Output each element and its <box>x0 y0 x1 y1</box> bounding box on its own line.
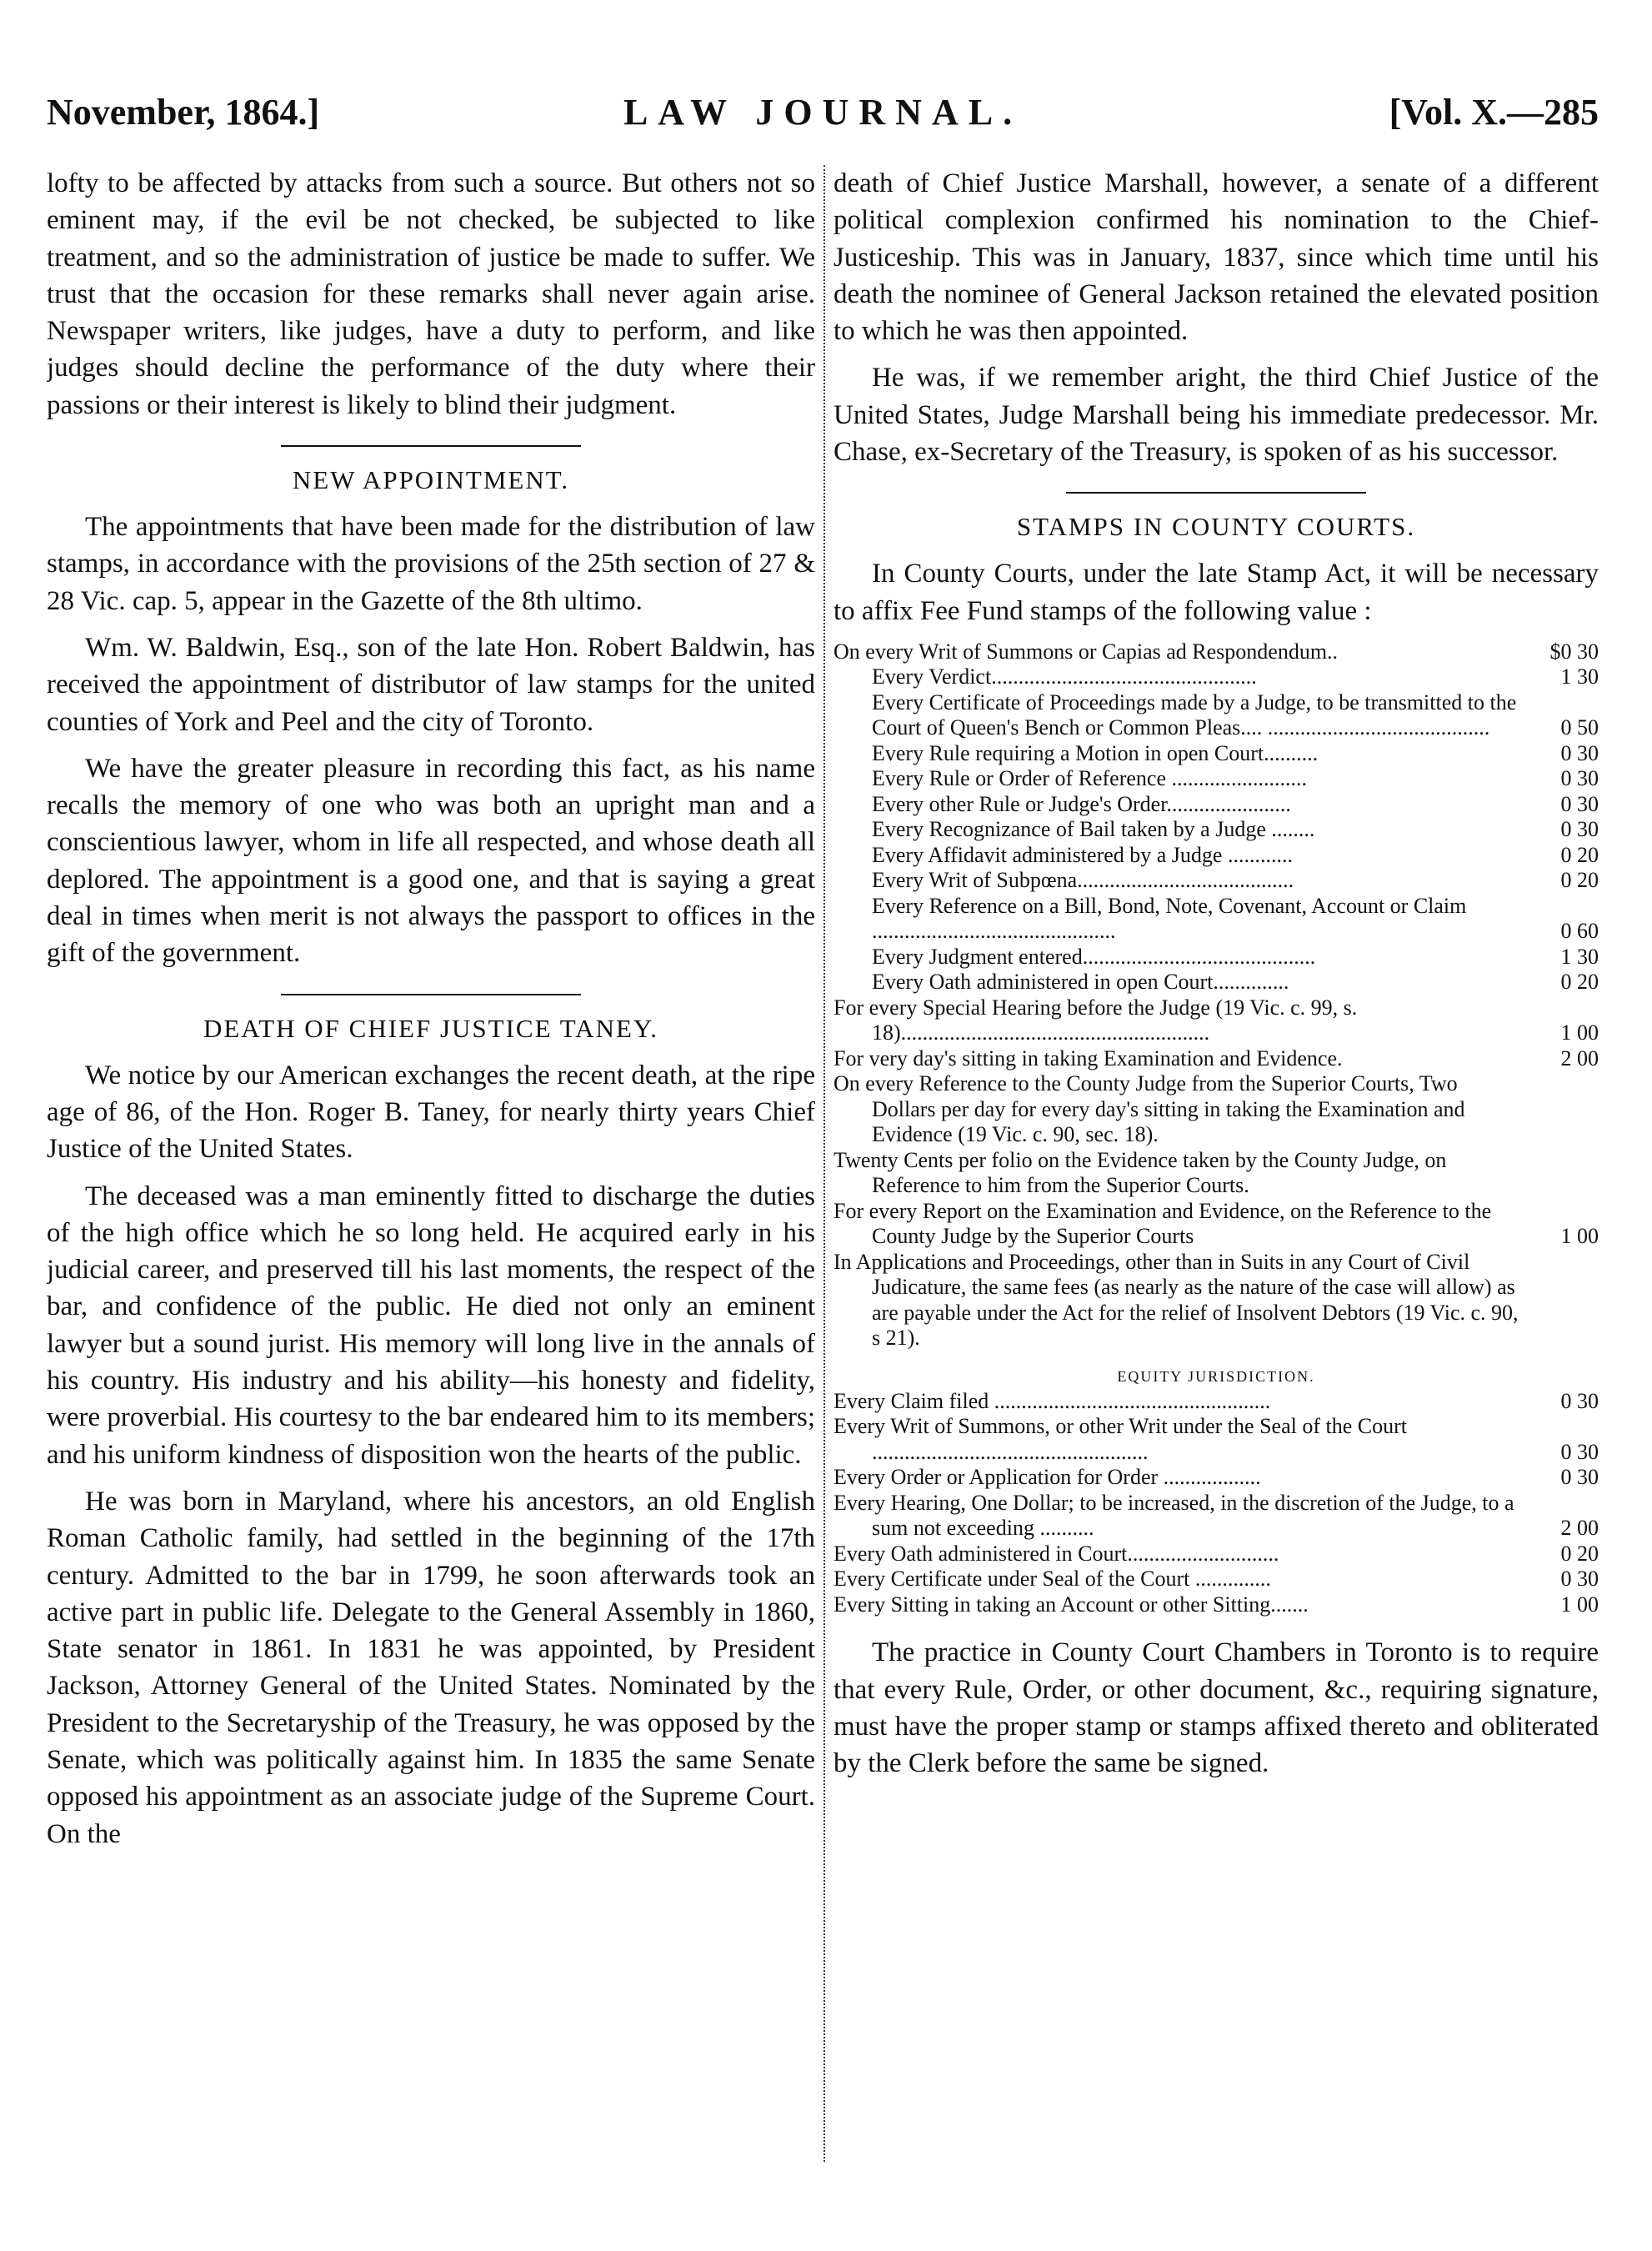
paragraph: Wm. W. Baldwin, Esq., son of the late Hon. Robert Baldwin, has received the appointment of distributor of law stamps for the united counties of York and Peel and the city of Toronto. <box>47 632 815 737</box>
issue-date: November, 1864.] <box>47 92 320 133</box>
fee-schedule <box>834 639 1599 1351</box>
fee-amount: 0 30 <box>1560 1439 1599 1464</box>
section-rule <box>1066 492 1366 494</box>
paragraph: We have the greater pleasure in recording this fact, as his name recalls the memory of one who was both an upright man and a conscientious lawyer, whom in life all respected, and whose death all deplored. The appointment is a good one, and that is saying a great deal in times when merit is not always the passport to offices in the gift of the government. <box>47 753 815 969</box>
fee-description: Every Writ of Subpœna........................................ <box>872 868 1294 893</box>
fee-row <box>834 1250 1599 1351</box>
fee-description: Every Rule or Order of Reference ......................... <box>872 766 1307 791</box>
fee-amount: 1 00 <box>1560 1224 1599 1249</box>
fee-row <box>834 690 1599 741</box>
fee-amount: 2 00 <box>1560 1516 1599 1541</box>
page-header <box>47 83 1599 142</box>
fee-row <box>834 817 1599 843</box>
fee-description: For every Report on the Examination and Evidence, on the Reference to the County Judge by the Superior Courts <box>834 1198 1492 1249</box>
fee-row <box>834 868 1599 894</box>
fee-row <box>834 1414 1599 1465</box>
fee-row <box>834 639 1599 665</box>
fee-description: On every Writ of Summons or Capias ad Respondendum.. <box>834 639 1339 664</box>
column-divider <box>823 165 825 2162</box>
fee-description: Every Order or Application for Order .................. <box>834 1465 1261 1490</box>
fee-amount: 0 30 <box>1560 817 1599 842</box>
fee-row <box>834 792 1599 818</box>
heading-death-of-chief-justice: DEATH OF CHIEF JUSTICE TANEY. <box>203 1013 659 1043</box>
fee-row <box>834 995 1599 1046</box>
fee-amount: 1 00 <box>1560 1592 1599 1617</box>
fee-description: In Applications and Proceedings, other than in Suits in any Court of Civil Judicature, the same fees (as nearly as the nature of the case will allow) as are payable under the Act for the relief of Insolvent Debtors (19 Vic. c. 90, s 21). <box>834 1249 1519 1351</box>
fee-row <box>834 1491 1599 1542</box>
paragraph: The appointments that have been made for the distribution of law stamps, in accordance with the provisions of the 25th section of 27 & 28 Vic. cap. 5, appear in the Gazette of the 8th ultimo. <box>47 512 815 616</box>
fee-row <box>834 1199 1599 1250</box>
fee-amount: 0 30 <box>1560 1567 1599 1592</box>
fee-row <box>834 664 1599 690</box>
fee-description: On every Reference to the County Judge from the Superior Courts, Two Dollars per day for every day's sitting in taking the Examination and Evidence (19 Vic. c. 90, sec. 18). <box>834 1071 1465 1147</box>
fee-row <box>834 766 1599 792</box>
paragraph: We notice by our American exchanges the recent death, at the ripe age of 86, of the Hon. Roger B. Taney, for nearly thirty years Chief Justice of the United States. <box>47 1060 815 1165</box>
heading-stamps-county-courts: STAMPS IN COUNTY COURTS. <box>1016 512 1416 542</box>
fee-amount: 0 20 <box>1560 842 1599 867</box>
right-column <box>834 165 1599 2166</box>
fee-description: Every Claim filed ................................................... <box>834 1388 1271 1413</box>
fee-amount: 1 00 <box>1560 1020 1599 1045</box>
paragraph: He was, if we remember aright, the third Chief Justice of the United States, Judge Marshall being his immediate predecessor. Mr. Chase, ex-Secretary of the Treasury, is spoken of as his successor. <box>834 363 1599 468</box>
fee-description: Every Recognizance of Bail taken by a Judge ........ <box>872 817 1315 842</box>
fee-amount: 0 20 <box>1560 1541 1599 1566</box>
article-continuation: death of Chief Justice Marshall, however, a senate of a different political complexion confirmed his nomination to the Chief-Justiceship. This was in January, 1837, since which time until his death the nominee of General Jackson retained the elevated position to which he was then appointed. <box>834 168 1599 347</box>
fee-description: Every Hearing, One Dollar; to be increased, in the discretion of the Judge, to a sum not exceeding .......... <box>834 1490 1514 1541</box>
section-rule <box>281 994 581 995</box>
fee-description: Every Affidavit administered by a Judge ............ <box>872 842 1293 867</box>
fee-row <box>834 970 1599 995</box>
fee-amount: 0 60 <box>1560 919 1599 944</box>
fee-description: Every Certificate of Proceedings made by a Judge, to be transmitted to the Court of Queen's Bench or Common Pleas.... ......................................... <box>872 689 1517 740</box>
fee-row <box>834 1389 1599 1415</box>
fee-description: Every Verdict................................................. <box>872 664 1257 689</box>
fee-amount: 0 30 <box>1560 766 1599 791</box>
fee-row <box>834 1071 1599 1148</box>
fee-amount: 0 30 <box>1560 740 1599 765</box>
article-continuation: lofty to be affected by attacks from such a source. But others not so eminent may, if the evil be not checked, be subjected to like treatment, and so the administration of justice be made to suffer. We trust that the occasion for these remarks shall never again arise. Newspaper writers, like judges, have a duty to perform, and like judges should decline the performance of the duty where their passions or their interest is likely to blind their judgment. <box>47 168 815 420</box>
fee-amount: 0 30 <box>1560 791 1599 816</box>
fee-amount: 1 30 <box>1560 944 1599 969</box>
fee-description: Every Oath administered in Court............................ <box>834 1541 1279 1566</box>
paragraph: The practice in County Court Chambers in Toronto is to require that every Rule, Order, or other document, &c., requiring signature, must have the proper stamp or stamps affixed thereto and obliterated by the Clerk before the same be signed. <box>834 1637 1599 1779</box>
section-rule <box>281 445 581 447</box>
fee-description: Every other Rule or Judge's Order....................... <box>872 791 1291 816</box>
fee-row <box>834 894 1599 945</box>
fee-amount: 0 50 <box>1560 715 1599 740</box>
fee-description: Every Oath administered in open Court.............. <box>872 970 1289 995</box>
fee-row <box>834 1465 1599 1491</box>
fee-row <box>834 945 1599 970</box>
fee-description: Every Certificate under Seal of the Court .............. <box>834 1567 1271 1592</box>
equity-heading: EQUITY JURISDICTION. <box>1117 1367 1315 1385</box>
fee-row <box>834 1567 1599 1592</box>
fee-row <box>834 1148 1599 1199</box>
paragraph: In County Courts, under the late Stamp Act, it will be necessary to affix Fee Fund stamps of the following value : <box>834 559 1599 626</box>
fee-amount: 0 20 <box>1560 868 1599 893</box>
fee-amount: 0 30 <box>1560 1465 1599 1490</box>
fee-row <box>834 741 1599 767</box>
fee-description: For very day's sitting in taking Examination and Evidence. <box>834 1045 1343 1070</box>
volume-page: [Vol. X.—285 <box>1389 92 1599 133</box>
fee-amount: 0 20 <box>1560 970 1599 995</box>
paragraph: He was born in Maryland, where his ancestors, an old English Roman Catholic family, had settled in the beginning of the 17th century. Admitted to the bar in 1799, he soon afterwards took an active part in public life. Delegate to the General Assembly in 1860, State senator in 1861. In 1831 he was appointed, by President Jackson, Attorney General of the United States. Nominated by the President to the Secretaryship of the Treasury, he was opposed by the Senate, which was politically against him. In 1835 the same Senate opposed his appointment as an associate judge of the Supreme Court. On the <box>47 1486 815 1849</box>
fee-description: Every Judgment entered........................................... <box>872 944 1316 969</box>
fee-amount: 1 30 <box>1560 664 1599 689</box>
equity-fee-schedule <box>834 1389 1599 1618</box>
fee-description: For every Special Hearing before the Judge (19 Vic. c. 99, s. 18)......................................................... <box>834 995 1358 1045</box>
fee-row <box>834 1046 1599 1072</box>
fee-row <box>834 1592 1599 1618</box>
journal-title: LAW JOURNAL. <box>623 92 1023 133</box>
fee-amount: $0 30 <box>1549 639 1599 664</box>
fee-description: Every Writ of Summons, or other Writ under the Seal of the Court ................................................... <box>834 1414 1407 1464</box>
fee-amount: 2 00 <box>1560 1045 1599 1070</box>
fee-row <box>834 843 1599 869</box>
left-column <box>47 165 815 2166</box>
fee-amount: 0 30 <box>1560 1388 1599 1413</box>
fee-description: Every Sitting in taking an Account or other Sitting....... <box>834 1592 1309 1617</box>
heading-new-appointment: NEW APPOINTMENT. <box>292 465 570 495</box>
fee-description: Every Rule requiring a Motion in open Court.......... <box>872 740 1319 765</box>
fee-description: Every Reference on a Bill, Bond, Note, Covenant, Account or Claim ............................................. <box>872 893 1467 944</box>
fee-description: Twenty Cents per folio on the Evidence taken by the County Judge, on Reference to him from the Superior Courts. <box>834 1147 1447 1198</box>
paragraph: The deceased was a man eminently fitted to discharge the duties of the high office which he so long held. He acquired early in his judicial career, and preserved till his last moments, the respect of the bar, and confidence of the public. He died not only an eminent lawyer but a sound jurist. His memory will long live in the annals of his country. His industry and his ability—his honesty and fidelity, were proverbial. His courtesy to the bar endeared him to its members; and his uniform kindness of disposition won the hearts of the public. <box>47 1181 815 1470</box>
fee-row <box>834 1542 1599 1567</box>
